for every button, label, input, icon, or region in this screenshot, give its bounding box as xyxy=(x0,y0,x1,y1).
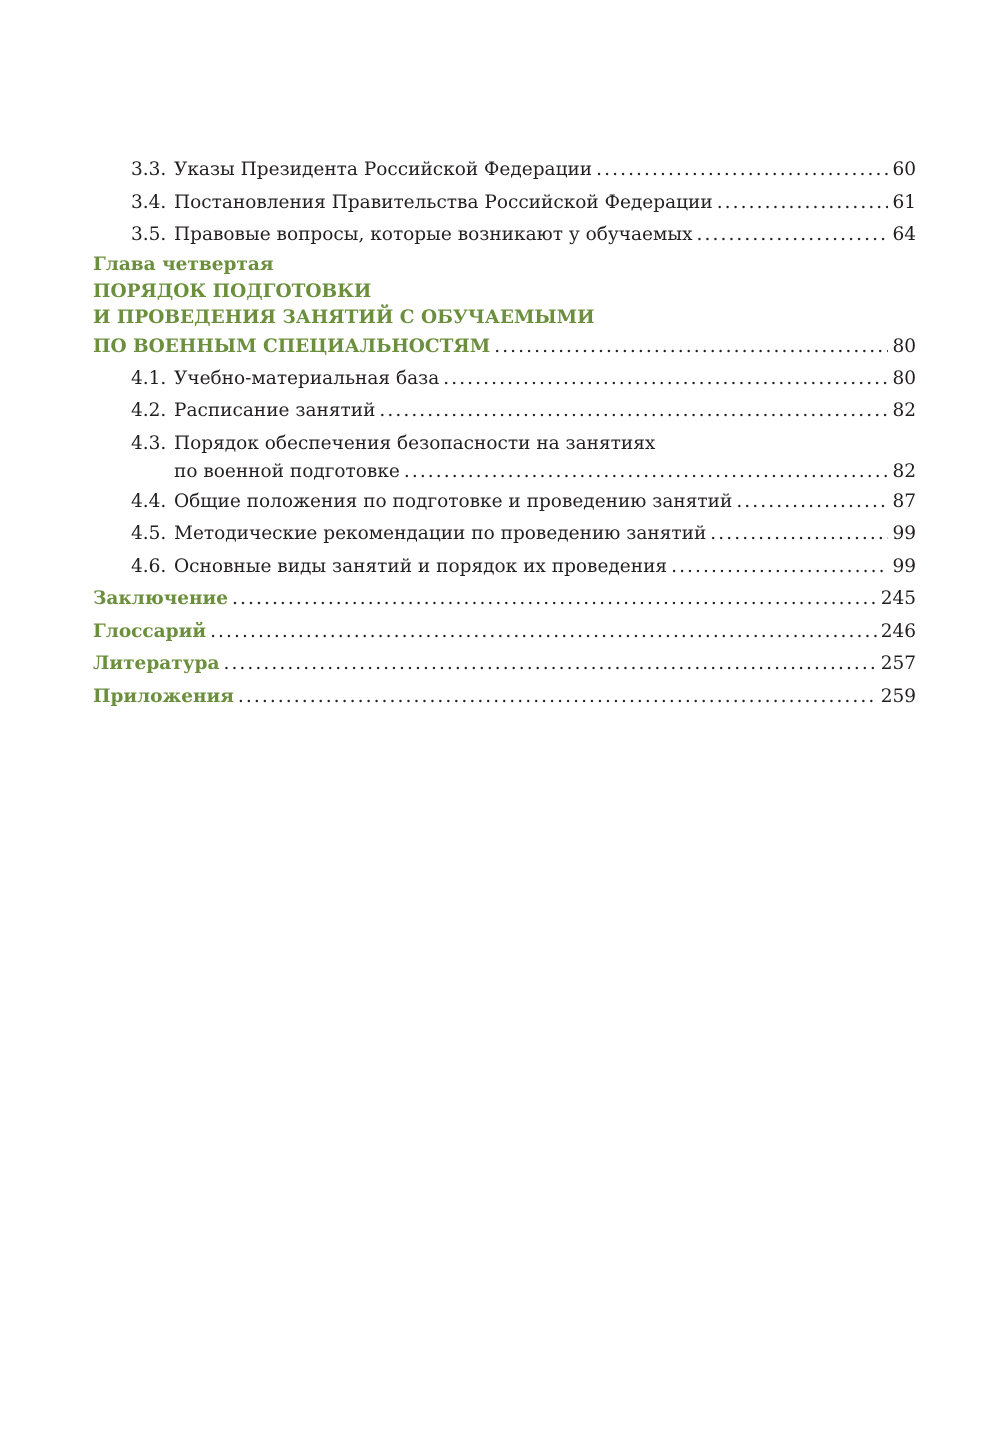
toc-entry-4-1[interactable] xyxy=(93,363,916,396)
toc-entry-page: 99 xyxy=(892,523,916,544)
toc-entry-conclusion[interactable] xyxy=(93,583,916,616)
toc-entry-page: 61 xyxy=(892,191,916,213)
toc-entry-title: Общие положения по подготовке и проведению занятий xyxy=(174,490,733,512)
toc-entry-4-3-continued[interactable] xyxy=(93,457,916,486)
dot-leader xyxy=(238,681,877,714)
toc-entry-3-5[interactable] xyxy=(93,219,916,252)
dot-leader xyxy=(443,363,888,396)
toc-entry-title: Указы Президента Российской Федерации xyxy=(174,159,593,180)
toc-entry-page: 80 xyxy=(892,335,916,357)
dot-leader xyxy=(494,331,888,363)
toc-entry-4-6[interactable] xyxy=(93,551,916,584)
toc-entry-title: Методические рекомендации по проведению занятий xyxy=(174,523,707,544)
toc-entry-page: 259 xyxy=(880,685,916,707)
dot-leader xyxy=(210,616,877,649)
toc-entry-title: Учебно-материальная база xyxy=(174,367,440,389)
toc-entry-literature[interactable] xyxy=(93,648,916,681)
toc-entry-number: 4.5. xyxy=(131,523,167,544)
toc-entry-number: 3.4. xyxy=(131,191,167,213)
toc-entry-3-4[interactable] xyxy=(93,187,916,220)
toc-entry-title: Заключение xyxy=(93,588,229,609)
dot-leader xyxy=(717,187,889,220)
toc-entry-title-line-2: по военной подготовке xyxy=(174,460,400,482)
dot-leader xyxy=(710,518,888,551)
toc-entry-page: 80 xyxy=(892,367,916,389)
toc-entry-page: 64 xyxy=(892,224,916,245)
toc-entry-3-3[interactable] xyxy=(93,154,916,187)
toc-entry-number: 4.4. xyxy=(131,490,167,512)
toc-entry-4-2[interactable] xyxy=(93,395,916,428)
toc-entry-title: Приложения xyxy=(93,685,234,707)
dot-leader xyxy=(232,583,877,616)
toc-entry-page: 246 xyxy=(880,620,916,642)
chapter-title-line-3: ПО ВОЕННЫМ СПЕЦИАЛЬНОСТЯМ xyxy=(93,335,491,357)
toc-entry-title: Глоссарий xyxy=(93,620,207,642)
chapter-title-line-1[interactable]: ПОРЯДОК ПОДГОТОВКИ xyxy=(93,280,372,302)
toc-entry-4-4[interactable] xyxy=(93,486,916,519)
toc-entry-4-3[interactable] xyxy=(93,430,916,457)
toc-entry-page: 245 xyxy=(880,588,916,609)
toc-entry-page: 82 xyxy=(892,400,916,421)
toc-entry-number: 4.2. xyxy=(131,400,167,421)
toc-entry-title-line-1: Порядок обеспечения безопасности на занятиях xyxy=(174,432,656,454)
toc-entry-number: 4.6. xyxy=(131,555,167,577)
toc-entry-number: 4.3. xyxy=(131,432,167,454)
toc-entry-page: 257 xyxy=(880,653,916,674)
dot-leader xyxy=(596,154,888,187)
toc-entry-title: Литература xyxy=(93,653,220,674)
toc-entry-title: Правовые вопросы, которые возникают у обучаемых xyxy=(174,224,693,245)
dot-leader xyxy=(671,551,888,584)
toc-entry-number: 3.5. xyxy=(131,224,167,245)
chapter-title-line-2[interactable]: И ПРОВЕДЕНИЯ ЗАНЯТИЙ С ОБУЧАЕМЫМИ xyxy=(93,306,595,328)
toc-entry-title: Основные виды занятий и порядок их проведения xyxy=(174,555,668,577)
toc-entry-page: 60 xyxy=(892,159,916,180)
toc-entry-number: 4.1. xyxy=(131,367,167,389)
toc-entry-chapter-4[interactable] xyxy=(93,331,916,363)
toc-entry-title: Постановления Правительства Российской Федерации xyxy=(174,191,713,213)
toc-entry-page: 87 xyxy=(892,490,916,512)
chapter-label: Глава четвертая xyxy=(93,253,274,275)
toc-entry-appendices[interactable] xyxy=(93,681,916,714)
dot-leader xyxy=(697,219,889,252)
dot-leader xyxy=(404,457,889,486)
toc-entry-page: 82 xyxy=(892,460,916,482)
toc-entry-number: 3.3. xyxy=(131,159,167,180)
dot-leader xyxy=(736,486,888,519)
toc-entry-page: 99 xyxy=(892,555,916,577)
table-of-contents xyxy=(93,154,916,713)
toc-entry-title: Расписание занятий xyxy=(174,400,376,421)
toc-entry-4-5[interactable] xyxy=(93,518,916,551)
toc-entry-glossary[interactable] xyxy=(93,616,916,649)
dot-leader xyxy=(223,648,876,681)
dot-leader xyxy=(379,395,888,428)
